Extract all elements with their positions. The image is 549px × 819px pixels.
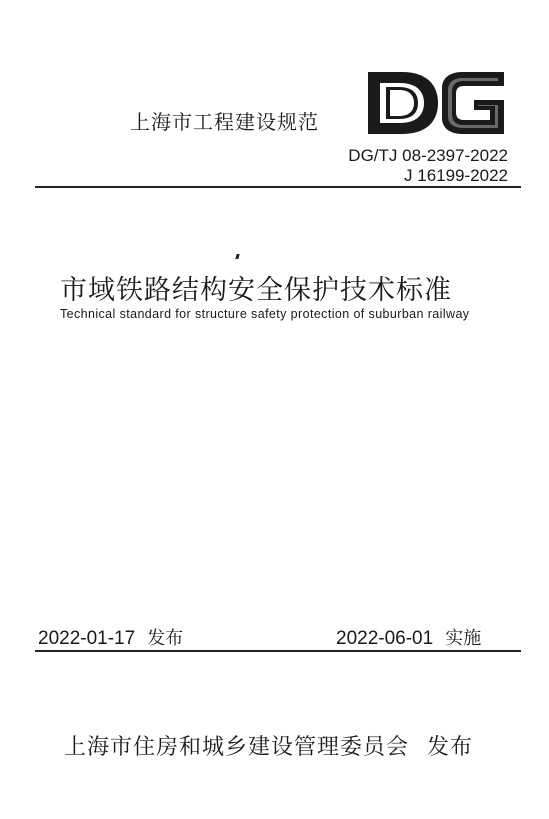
record-number: J 16199-2022 xyxy=(404,166,508,185)
top-divider xyxy=(35,186,521,188)
publisher-name: 上海市住房和城乡建设管理委员会 xyxy=(64,735,410,760)
publish-label: 发布 xyxy=(427,735,474,760)
document-title-english: Technical standard for structure safety protection of suburban railway xyxy=(60,307,470,321)
bottom-divider xyxy=(35,650,521,652)
document-title: 市域铁路结构安全保护技术标准 xyxy=(60,275,452,306)
issue-date: 2022-01-17 xyxy=(38,628,136,649)
ink-mark xyxy=(235,254,239,259)
series-title: 上海市工程建设规范 xyxy=(130,110,319,134)
issue-date-block xyxy=(38,624,183,650)
issue-label: 发布 xyxy=(147,628,184,649)
implement-date-block xyxy=(336,624,481,650)
dg-logo xyxy=(366,70,508,136)
publisher-block xyxy=(64,730,473,761)
implement-label: 实施 xyxy=(445,628,482,649)
standard-code: DG/TJ 08-2397-2022 xyxy=(348,146,508,165)
implement-date: 2022-06-01 xyxy=(336,628,434,649)
